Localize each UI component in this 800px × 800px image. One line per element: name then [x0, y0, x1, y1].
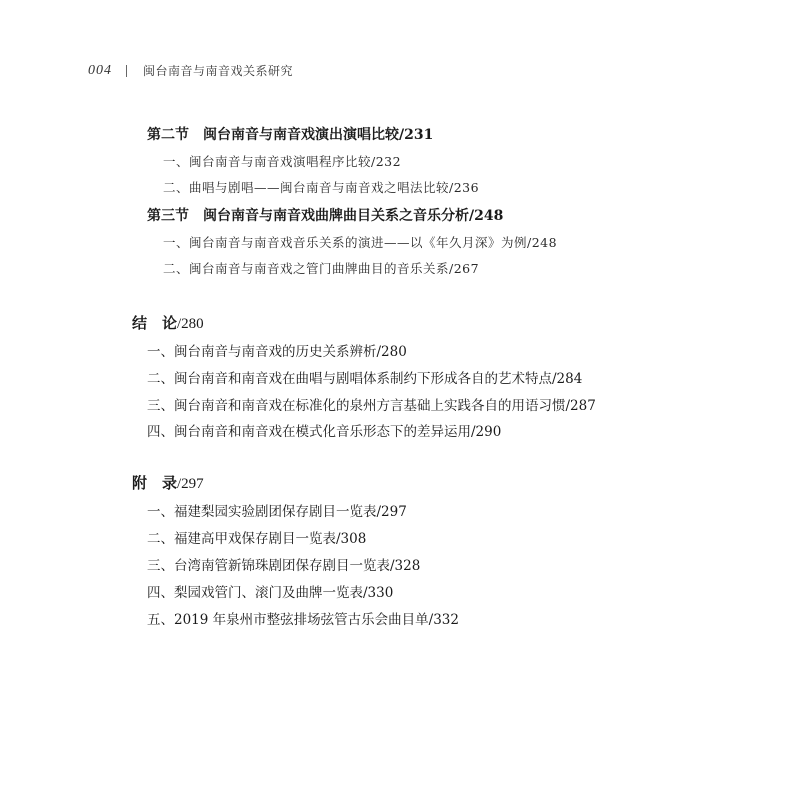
header-divider: [126, 65, 127, 77]
book-title: 闽台南音与南音戏关系研究: [143, 64, 294, 78]
page-number: 004: [88, 62, 112, 78]
toc-chapter-conclusion: [132, 312, 204, 333]
toc-item: 二、福建高甲戏保存剧目一览表/308: [147, 531, 367, 547]
toc-item: 三、台湾南管新锦珠剧团保存剧目一览表/328: [147, 558, 421, 574]
toc-subitem: 一、闽台南音与南音戏音乐关系的演进——以《年久月深》为例/248: [163, 235, 558, 250]
toc-item: 一、福建梨园实验剧团保存剧目一览表/297: [147, 504, 407, 520]
toc-item: 四、闽台南音和南音戏在模式化音乐形态下的差异运用/290: [147, 424, 502, 440]
toc-item: 二、闽台南音和南音戏在曲唱与剧唱体系制约下形成各自的艺术特点/284: [147, 371, 583, 387]
toc-item: 一、闽台南音与南音戏的历史关系辨析/280: [147, 344, 407, 360]
chapter-page: /297: [177, 476, 204, 492]
chapter-page: /280: [177, 316, 204, 332]
toc-item: 三、闽台南音和南音戏在标准化的泉州方言基础上实践各自的用语习惯/287: [147, 398, 596, 414]
chapter-title: 附 录: [132, 474, 178, 492]
toc-subitem: 一、闽台南音与南音戏演唱程序比较/232: [163, 154, 402, 169]
chapter-title: 结 论: [132, 314, 178, 332]
toc-section-2: 第二节 闽台南音与南音戏演出演唱比较/231: [147, 127, 434, 143]
toc-subitem: 二、曲唱与剧唱——闽台南音与南音戏之唱法比较/236: [163, 180, 480, 195]
toc-item: 四、梨园戏管门、滚门及曲牌一览表/330: [147, 585, 394, 601]
toc-subitem: 二、闽台南音与南音戏之管门曲牌曲目的音乐关系/267: [163, 261, 480, 276]
running-header: [88, 62, 293, 79]
toc-item: 五、2019 年泉州市整弦排场弦管古乐会曲目单/332: [147, 612, 459, 628]
toc-chapter-appendix: [132, 472, 204, 493]
toc-section-3: 第三节 闽台南音与南音戏曲牌曲目关系之音乐分析/248: [147, 208, 504, 224]
